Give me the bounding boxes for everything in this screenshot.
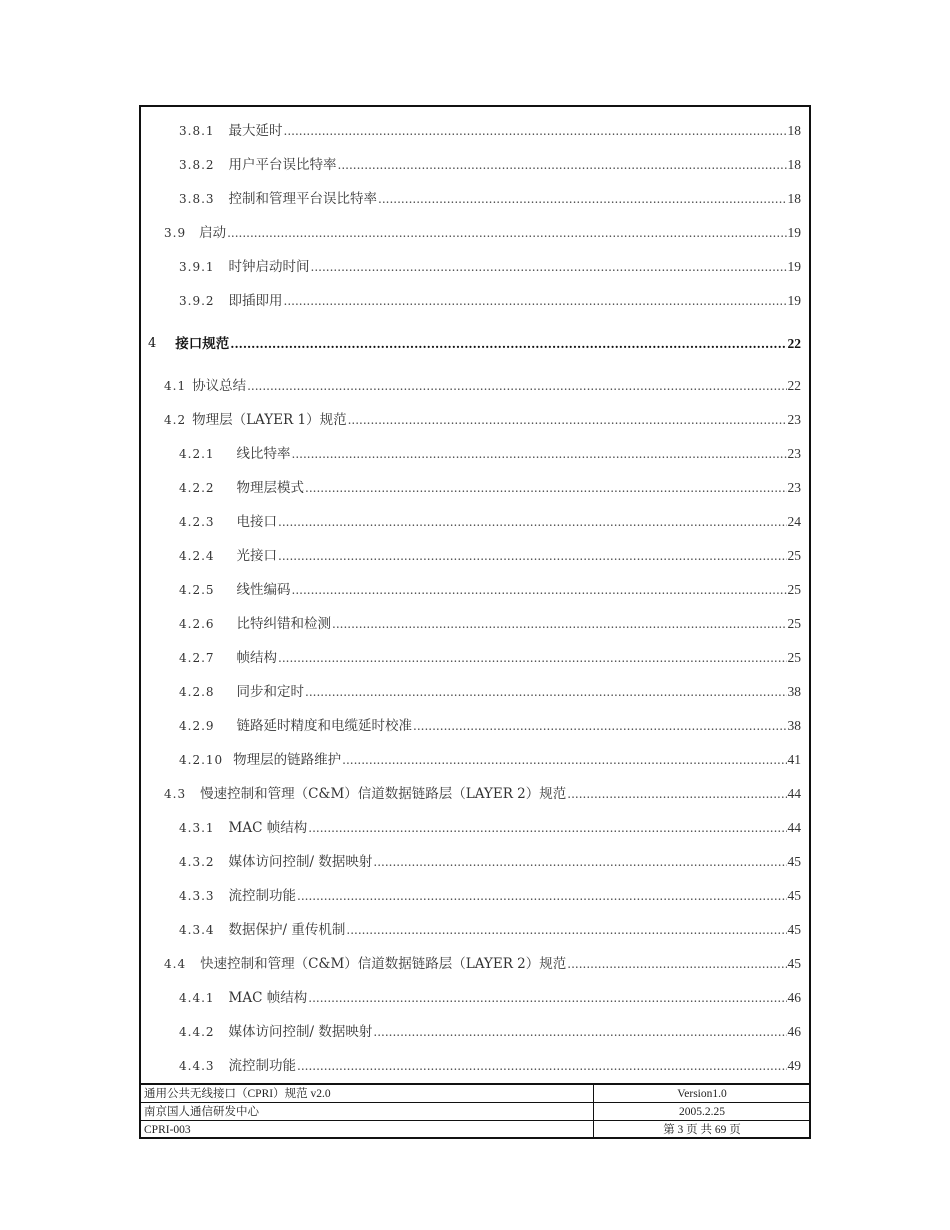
- toc-entry[interactable]: [141, 117, 801, 139]
- toc-entry-number: 4: [148, 336, 158, 351]
- toc-entry[interactable]: [141, 440, 801, 462]
- toc-entry[interactable]: [141, 151, 801, 173]
- toc-entry-number: 4.1: [164, 379, 187, 393]
- toc-entry-title: MAC 帧结构: [228, 990, 308, 1006]
- toc-entry-page: 45: [787, 854, 801, 869]
- toc-dot-leader: [373, 1024, 786, 1040]
- toc-entry[interactable]: [141, 219, 801, 241]
- toc-entry-page: 23: [787, 446, 801, 461]
- toc-entry[interactable]: [141, 253, 801, 275]
- toc-entry[interactable]: [141, 882, 801, 904]
- page-footer: [139, 1083, 811, 1140]
- toc-entry[interactable]: [141, 780, 801, 802]
- toc-dot-leader: [227, 225, 786, 241]
- toc-entry-number: 4.2.10: [179, 753, 224, 767]
- toc-entry-page: 46: [787, 990, 801, 1005]
- footer-table: [139, 1085, 811, 1139]
- toc-dot-leader: [297, 888, 786, 904]
- toc-entry-number: 4.2.9: [179, 719, 215, 733]
- toc-entry-number: 4.4: [164, 957, 187, 971]
- toc-entry[interactable]: [141, 712, 801, 734]
- toc-dot-leader: [284, 123, 787, 139]
- toc-entry[interactable]: [141, 814, 801, 836]
- toc-entry-number: 3.8.2: [179, 158, 215, 172]
- toc-entry[interactable]: [141, 916, 801, 938]
- toc-entry-number: 4.2.5: [179, 583, 215, 597]
- toc-entry-page: 45: [787, 956, 801, 971]
- footer-doc-id: CPRI-003: [140, 1121, 594, 1139]
- toc-entry[interactable]: [141, 644, 801, 666]
- toc-entry-number: 4.2.2: [179, 481, 215, 495]
- toc-entry-number: 4.2.8: [179, 685, 215, 699]
- toc-entry-title: 最大延时: [228, 123, 283, 139]
- toc-entry[interactable]: [141, 508, 801, 530]
- toc-entry-page: 19: [787, 225, 801, 240]
- toc-entry[interactable]: [141, 474, 801, 496]
- toc-entry-number: 3.9.1: [179, 260, 215, 274]
- toc-entry-number: 3.8.1: [179, 124, 215, 138]
- toc-entry[interactable]: [141, 1018, 801, 1040]
- toc-dot-leader: [278, 548, 786, 564]
- toc-entry-title: MAC 帧结构: [228, 820, 308, 836]
- toc-entry-page: 45: [787, 888, 801, 903]
- toc-entry-title: 接口规范: [175, 336, 230, 352]
- footer-doc-title: 通用公共无线接口（CPRI）规范 v2.0: [140, 1085, 594, 1103]
- toc-entry-number: 3.8.3: [179, 192, 215, 206]
- toc-dot-leader: [292, 446, 787, 462]
- toc-entry-page: 23: [787, 412, 801, 427]
- toc-dot-leader: [308, 990, 786, 1006]
- toc-entry[interactable]: [141, 610, 801, 632]
- toc-entry-page: 18: [787, 157, 801, 172]
- toc-entry-page: 23: [787, 480, 801, 495]
- toc-entry[interactable]: [141, 287, 801, 309]
- toc-entry-number: 4.2: [164, 413, 187, 427]
- toc-entry[interactable]: [141, 406, 801, 428]
- document-page-frame: [139, 105, 811, 1139]
- toc-entry-page: 19: [787, 293, 801, 308]
- toc-entry-title: 线比特率: [236, 446, 291, 462]
- toc-entry-page: 41: [787, 752, 801, 767]
- toc-entry-number: 4.3.1: [179, 821, 215, 835]
- toc-entry-number: 4.2.4: [179, 549, 215, 563]
- toc-entry-number: 3.9: [164, 226, 187, 240]
- toc-entry-number: 4.3.4: [179, 923, 215, 937]
- toc-entry-title: 时钟启动时间: [228, 259, 310, 275]
- toc-entry-page: 38: [787, 684, 801, 699]
- footer-date: 2005.2.25: [594, 1103, 811, 1121]
- toc-entry-title: 线性编码: [236, 582, 291, 598]
- toc-entry-number: 4.2.1: [179, 447, 215, 461]
- toc-entry-number: 4.3.2: [179, 855, 215, 869]
- toc-entry-title: 协议总结: [192, 378, 247, 394]
- toc-dot-leader: [332, 616, 786, 632]
- toc-entry[interactable]: [141, 542, 801, 564]
- toc-dot-leader: [373, 854, 786, 870]
- toc-entry-page: 25: [787, 548, 801, 563]
- toc-entry-title: 链路延时精度和电缆延时校准: [236, 718, 413, 734]
- toc-entry-title: 用户平台误比特率: [228, 157, 337, 173]
- toc-entry-page: 25: [787, 582, 801, 597]
- toc-dot-leader: [567, 956, 786, 972]
- toc-dot-leader: [278, 514, 786, 530]
- footer-organization: 南京国人通信研发中心: [140, 1103, 594, 1121]
- toc-dot-leader: [378, 191, 786, 207]
- toc-entry-title: 数据保护/ 重传机制: [228, 922, 346, 938]
- toc-dot-leader: [305, 480, 786, 496]
- toc-entry[interactable]: [141, 185, 801, 207]
- toc-dot-leader: [567, 786, 786, 802]
- toc-entry[interactable]: [141, 984, 801, 1006]
- toc-entry-number: 4.4.3: [179, 1059, 215, 1073]
- toc-entry-title: 流控制功能: [228, 888, 297, 904]
- toc-entry-page: 22: [787, 378, 801, 393]
- toc-entry-number: 4.4.2: [179, 1025, 215, 1039]
- footer-page-indicator: 第 3 页 共 69 页: [594, 1121, 811, 1139]
- toc-entry-page: 25: [787, 616, 801, 631]
- toc-entry-title: 电接口: [236, 514, 278, 530]
- toc-dot-leader: [305, 684, 786, 700]
- toc-entry[interactable]: [141, 372, 801, 394]
- toc-entry-number: 4.4.1: [179, 991, 215, 1005]
- toc-entry-page: 18: [787, 123, 801, 138]
- toc-chapter-entry[interactable]: [141, 330, 801, 352]
- toc-entry-page: 46: [787, 1024, 801, 1039]
- toc-entry-title: 光接口: [236, 548, 278, 564]
- toc-entry-title: 慢速控制和管理（C&M）信道数据链路层（LAYER 2）规范: [200, 786, 567, 802]
- toc-entry-page: 44: [787, 820, 801, 835]
- toc-dot-leader: [342, 752, 786, 768]
- toc-entry-page: 18: [787, 191, 801, 206]
- toc-dot-leader: [311, 259, 787, 275]
- toc-entry-number: 4.2.3: [179, 515, 215, 529]
- toc-entry-page: 45: [787, 922, 801, 937]
- toc-entry-page: 22: [787, 336, 801, 351]
- toc-dot-leader: [247, 378, 786, 394]
- toc-dot-leader: [297, 1058, 786, 1074]
- toc-dot-leader: [338, 157, 787, 173]
- toc-entry-title: 媒体访问控制/ 数据映射: [228, 854, 373, 870]
- toc-entry-page: 25: [787, 650, 801, 665]
- toc-entry-title: 帧结构: [236, 650, 278, 666]
- toc-dot-leader: [284, 293, 787, 309]
- toc-entry-title: 物理层（LAYER 1）规范: [192, 412, 347, 428]
- toc-entry-title: 物理层的链路维护: [233, 752, 342, 768]
- toc-entry-number: 4.2.7: [179, 651, 215, 665]
- footer-version: Version1.0: [594, 1085, 811, 1103]
- toc-entry[interactable]: [141, 1052, 801, 1074]
- toc-entry[interactable]: [141, 576, 801, 598]
- toc-entry[interactable]: [141, 848, 801, 870]
- toc-entry[interactable]: [141, 950, 801, 972]
- toc-entry-page: 24: [787, 514, 801, 529]
- toc-dot-leader: [278, 650, 786, 666]
- toc-entry[interactable]: [141, 678, 801, 700]
- toc-entry-title: 快速控制和管理（C&M）信道数据链路层（LAYER 2）规范: [200, 956, 567, 972]
- toc-entry-title: 同步和定时: [236, 684, 305, 700]
- toc-entry-title: 启动: [199, 225, 227, 241]
- toc-entry-page: 49: [787, 1058, 801, 1073]
- toc-entry-title: 比特纠错和检测: [236, 616, 332, 632]
- toc-entry-title: 媒体访问控制/ 数据映射: [228, 1024, 373, 1040]
- toc-entry[interactable]: [141, 746, 801, 768]
- toc-dot-leader: [348, 412, 787, 428]
- toc-entry-number: 4.3.3: [179, 889, 215, 903]
- toc-entry-page: 38: [787, 718, 801, 733]
- toc-dot-leader: [230, 336, 786, 352]
- toc-entry-page: 19: [787, 259, 801, 274]
- toc-dot-leader: [308, 820, 786, 836]
- toc-dot-leader: [413, 718, 786, 734]
- toc-entry-page: 44: [787, 786, 801, 801]
- toc-entry-title: 物理层模式: [236, 480, 305, 496]
- toc-entry-title: 即插即用: [228, 293, 283, 309]
- toc-dot-leader: [346, 922, 786, 938]
- toc-dot-leader: [292, 582, 787, 598]
- toc-entry-title: 控制和管理平台误比特率: [228, 191, 378, 207]
- toc-entry-number: 4.2.6: [179, 617, 215, 631]
- toc-entry-title: 流控制功能: [228, 1058, 297, 1074]
- toc-entry-number: 4.3: [164, 787, 187, 801]
- toc-entry-number: 3.9.2: [179, 294, 215, 308]
